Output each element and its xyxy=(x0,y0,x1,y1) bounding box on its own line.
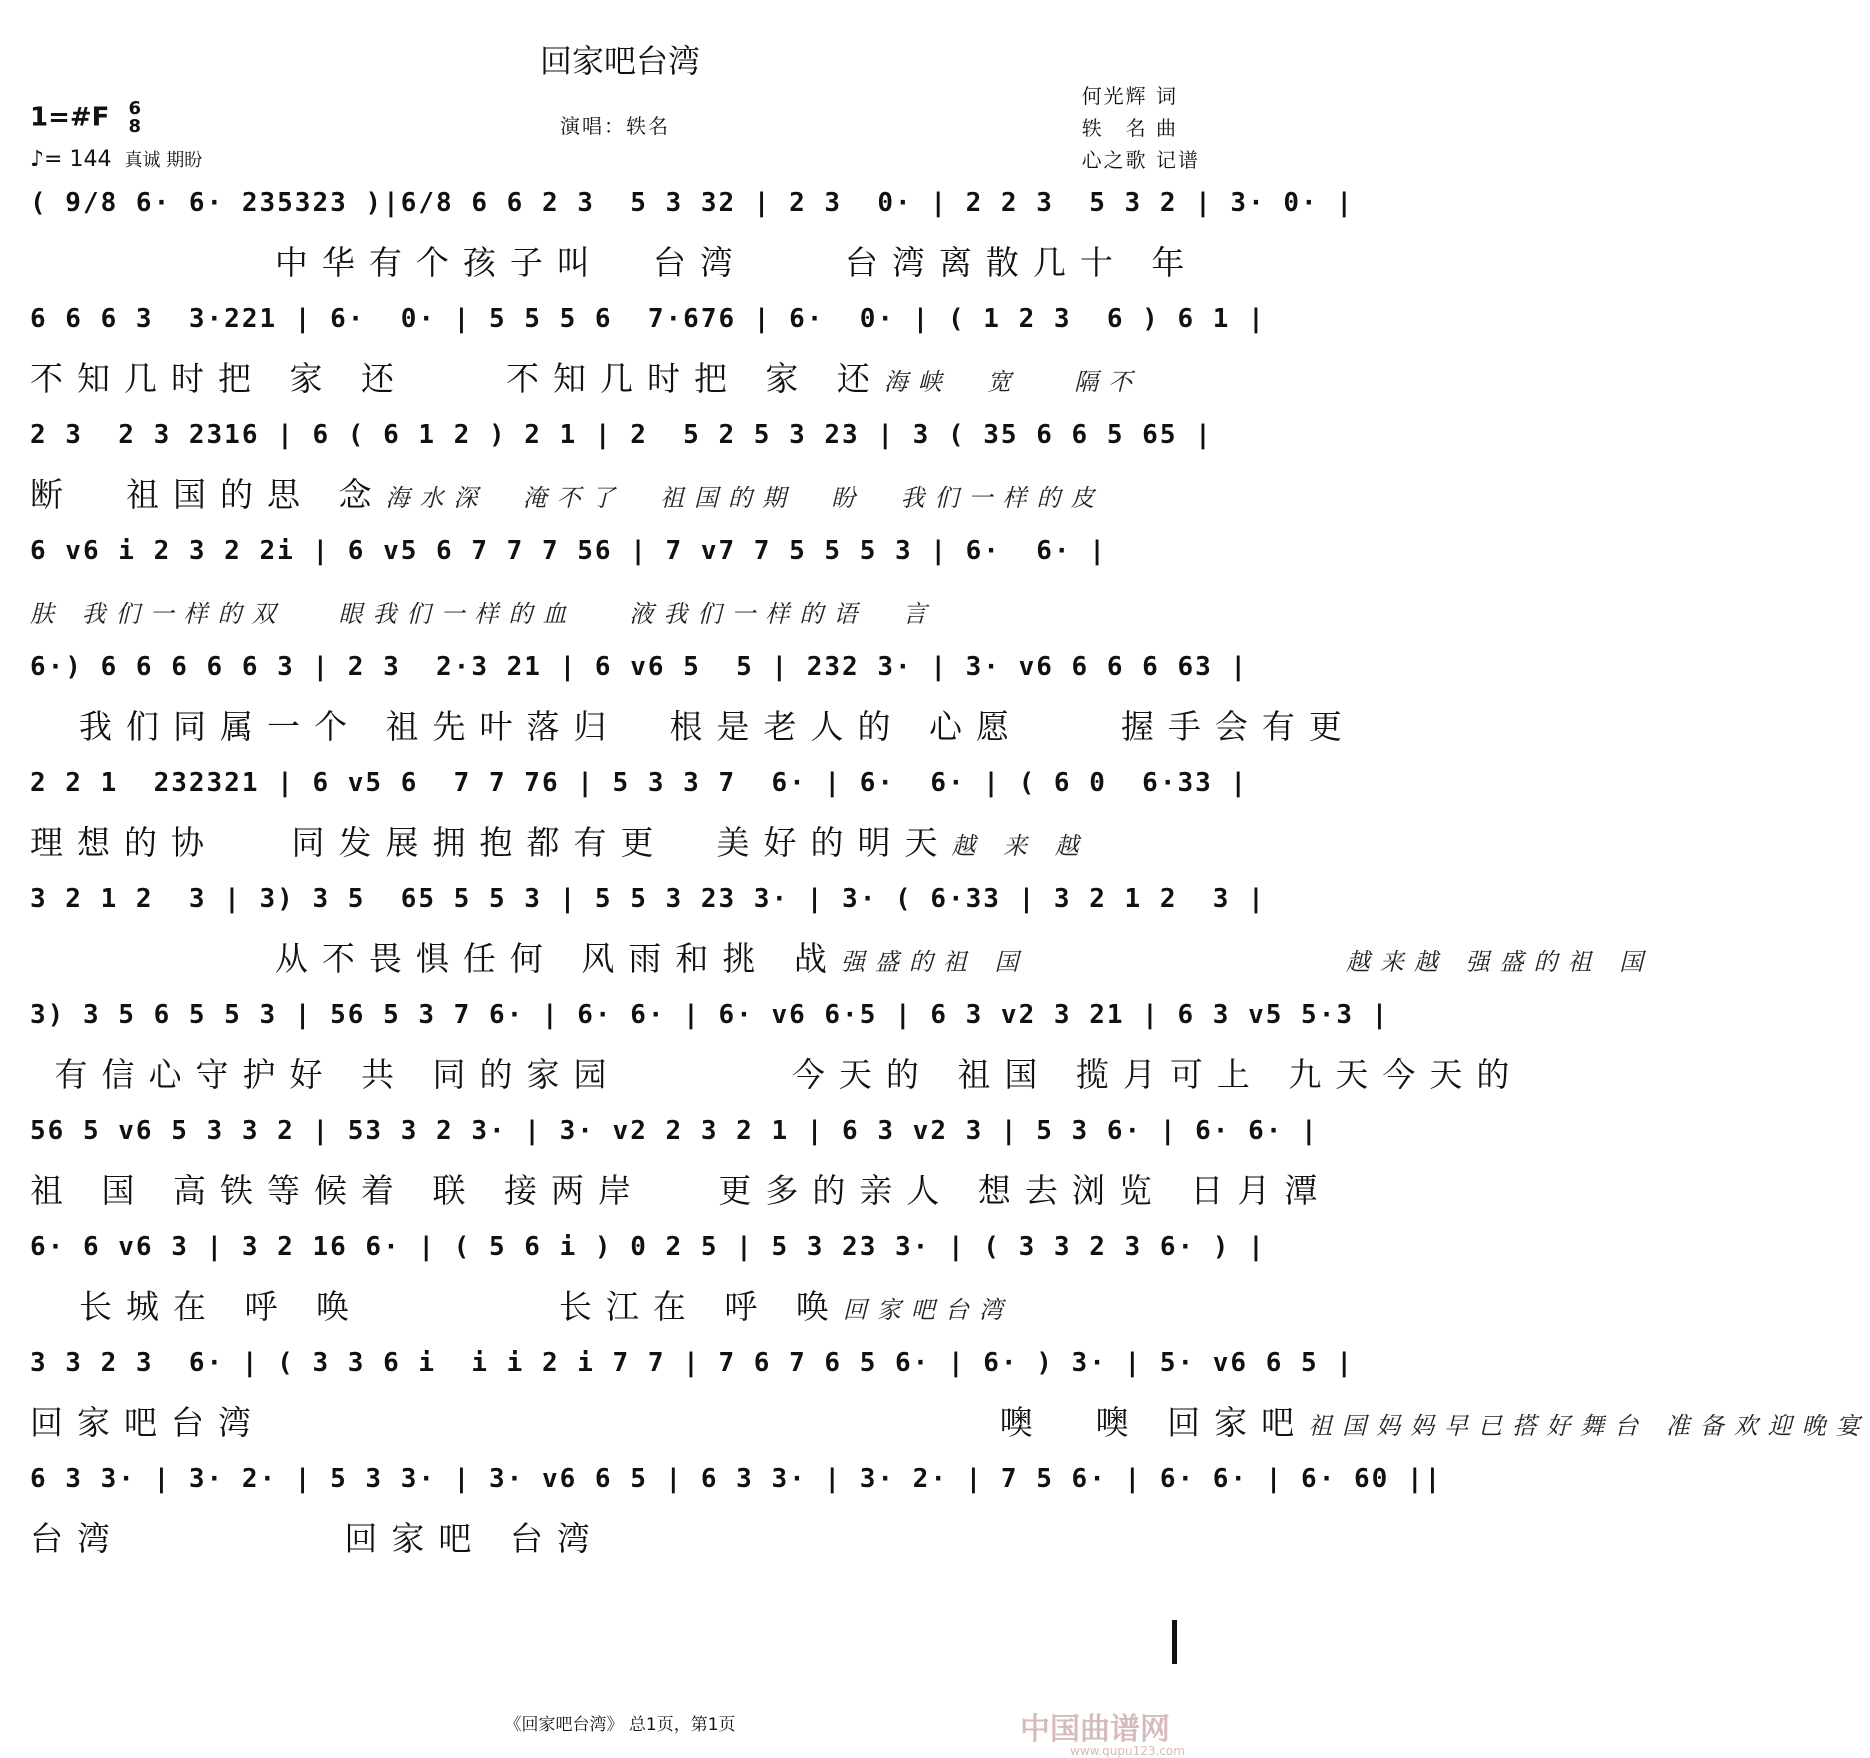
lyrics-line xyxy=(30,699,1356,755)
key-label: 1=#F xyxy=(30,102,110,133)
notation-line: 2 2 1 232321 | 6 v5 6 7 7 76 | 5 3 3 7 6· | 6· 6· | ( 6 0 6·33 | xyxy=(30,768,1249,798)
notation-line: 6 v6 i 2 3 2 2i | 6 v5 6 7 7 7 56 | 7 v7 7 5 5 5 3 | 6· 6· | xyxy=(30,536,1107,566)
tempo-marking xyxy=(30,146,202,172)
score-system xyxy=(30,987,1524,1112)
singer-credit: 演唱：轶名 xyxy=(560,114,670,138)
key-signature xyxy=(30,100,141,136)
notation-line: 3 2 1 2 3 | 3) 3 5 65 5 5 3 | 5 5 3 23 3· | 3· ( 6·33 | 3 2 1 2 3 | xyxy=(30,884,1266,914)
lyrics-italic-text: 肤 我们一样的双 眼我们一样的血 液我们一样的语 言 xyxy=(30,600,937,628)
notation-line: 6·) 6 6 6 6 6 3 | 2 3 2·3 21 | 6 v6 5 5 | 232 3· | 3· v6 6 6 6 63 | xyxy=(30,652,1249,682)
lyrics-text: 理想的协 同发展拥抱都有更 美好的明天 xyxy=(30,823,952,862)
lyrics-text: 有信心守护好 共 同的家园 今天的 祖国 揽月可上 九天今天的 xyxy=(30,1055,1524,1094)
lyrics-italic-text: 祖国妈妈早已搭好舞台 准备欢迎晚宴 xyxy=(1308,1412,1870,1440)
lyrics-text: 我们同属一个 祖先叶落归 根是老人的 心愿 握手会有更 xyxy=(30,707,1356,746)
notation-line: 3) 3 5 6 5 5 3 | 56 5 3 7 6· | 6· 6· | 6· v6 6·5 | 6 3 v2 3 21 | 6 3 v5 5·3 | xyxy=(30,1000,1390,1030)
lyrics-text: 断 祖国的思 念 xyxy=(30,475,386,514)
time-signature-bottom: 8 xyxy=(128,116,142,137)
notation-line: 56 5 v6 5 3 3 2 | 53 3 2 3· | 3· v2 2 3 2 1 | 6 3 v2 3 | 5 3 6· | 6· 6· | xyxy=(30,1116,1319,1146)
notation-line: 6 3 3· | 3· 2· | 5 3 3· | 3· v6 6 5 | 6 3 3· | 3· 2· | 7 5 6· | 6· 6· | 6· 60 || xyxy=(30,1464,1443,1494)
final-barline xyxy=(1172,1620,1177,1664)
lyrics-line xyxy=(30,1047,1524,1103)
watermark-name: 中国曲谱网 xyxy=(1020,1712,1170,1747)
lyrics-text: 回家吧台湾 噢 噢 回家吧 xyxy=(30,1403,1309,1442)
composer-credit: 轶 名 曲 xyxy=(1081,116,1178,140)
lyrics-text: 台湾 回家吧 台湾 xyxy=(30,1519,604,1558)
score-system xyxy=(30,1451,1443,1576)
site-watermark xyxy=(1020,1704,1185,1758)
notation-line: 6· 6 v6 3 | 3 2 16 6· | ( 5 6 i ) 0 2 5 | 5 3 23 3· | ( 3 3 2 3 6· ) | xyxy=(30,1232,1266,1262)
notation-line: 2 3 2 3 2316 | 6 ( 6 1 2 ) 2 1 | 2 5 2 5 3 23 | 3 ( 35 6 6 5 65 | xyxy=(30,420,1213,450)
watermark-url: www.qupu123.com xyxy=(1070,1744,1185,1758)
lyricist-credit: 何光辉 词 xyxy=(1081,84,1178,108)
lyrics-line xyxy=(30,1163,1332,1219)
lyrics-line xyxy=(30,1395,1870,1451)
lyrics-italic-text: 回家吧台湾 xyxy=(842,1296,1013,1324)
lyrics-line xyxy=(30,1279,1210,1335)
credits xyxy=(1082,80,1200,176)
lyrics-text: 不知几时把 家 还 不知几时把 家 还 xyxy=(30,359,884,398)
lyrics-italic-text: 强盛的祖 国 越来越 强盛的祖 国 xyxy=(840,948,1654,976)
score-system xyxy=(30,1103,1332,1228)
score-system xyxy=(30,1219,1266,1344)
score-system xyxy=(30,175,1354,300)
notation-line: 6 6 6 3 3·221 | 6· 0· | 5 5 5 6 7·676 | 6· 0· | ( 1 2 3 6 ) 6 1 | xyxy=(30,304,1266,334)
lyrics-text: 长城在 呼 唤 长江在 呼 唤 xyxy=(30,1287,843,1326)
lyrics-line xyxy=(30,351,1210,407)
lyrics-line xyxy=(30,815,1210,871)
notation-line: 3 3 2 3 6· | ( 3 3 6 i i i 2 i 7 7 | 7 6 7 6 5 6· | 6· ) 3· | 5· v6 6 5 | xyxy=(30,1348,1354,1378)
transcriber-credit: 心之歌 记谱 xyxy=(1081,148,1200,172)
score-system xyxy=(30,1335,1870,1460)
lyrics-italic-text: 海水深 淹不了 祖国的期 盼 我们一样的皮 xyxy=(385,484,1105,512)
score-system xyxy=(30,291,1266,416)
lyrics-line xyxy=(30,583,1210,639)
tempo-value: ♪= 144 xyxy=(30,147,112,172)
lyrics-text: 中华有个孩子叫 台湾 台湾离散几十 年 xyxy=(30,243,1199,282)
score-system xyxy=(30,871,1654,996)
score-system xyxy=(30,755,1249,880)
lyrics-text: 祖 国 高铁等候着 联 接两岸 更多的亲人 想去浏览 日月潭 xyxy=(30,1171,1332,1210)
notation-line: ( 9/8 6· 6· 235323 )|6/8 6 6 2 3 5 3 32 | 2 3 0· | 2 2 3 5 3 2 | 3· 0· | xyxy=(30,188,1354,218)
lyrics-line xyxy=(30,467,1210,523)
song-title: 回家吧台湾 xyxy=(539,42,700,80)
lyrics-italic-text: 越 来 越 xyxy=(951,832,1089,860)
lyrics-line xyxy=(30,931,1654,987)
score-system xyxy=(30,523,1210,648)
score-system xyxy=(30,407,1213,532)
lyrics-line xyxy=(30,1511,1210,1567)
time-signature-top: 6 xyxy=(128,98,142,119)
mood-marking: 真诚 期盼 xyxy=(124,150,203,171)
lyrics-italic-text: 海峡 宽 隔不 xyxy=(883,368,1143,396)
score-system xyxy=(30,639,1356,764)
lyrics-text: 从不畏惧任何 风雨和挑 战 xyxy=(30,939,841,978)
lyrics-line xyxy=(30,235,1210,291)
time-signature xyxy=(128,100,141,136)
page-footer: 《回家吧台湾》 总1页，第1页 xyxy=(504,1715,736,1735)
